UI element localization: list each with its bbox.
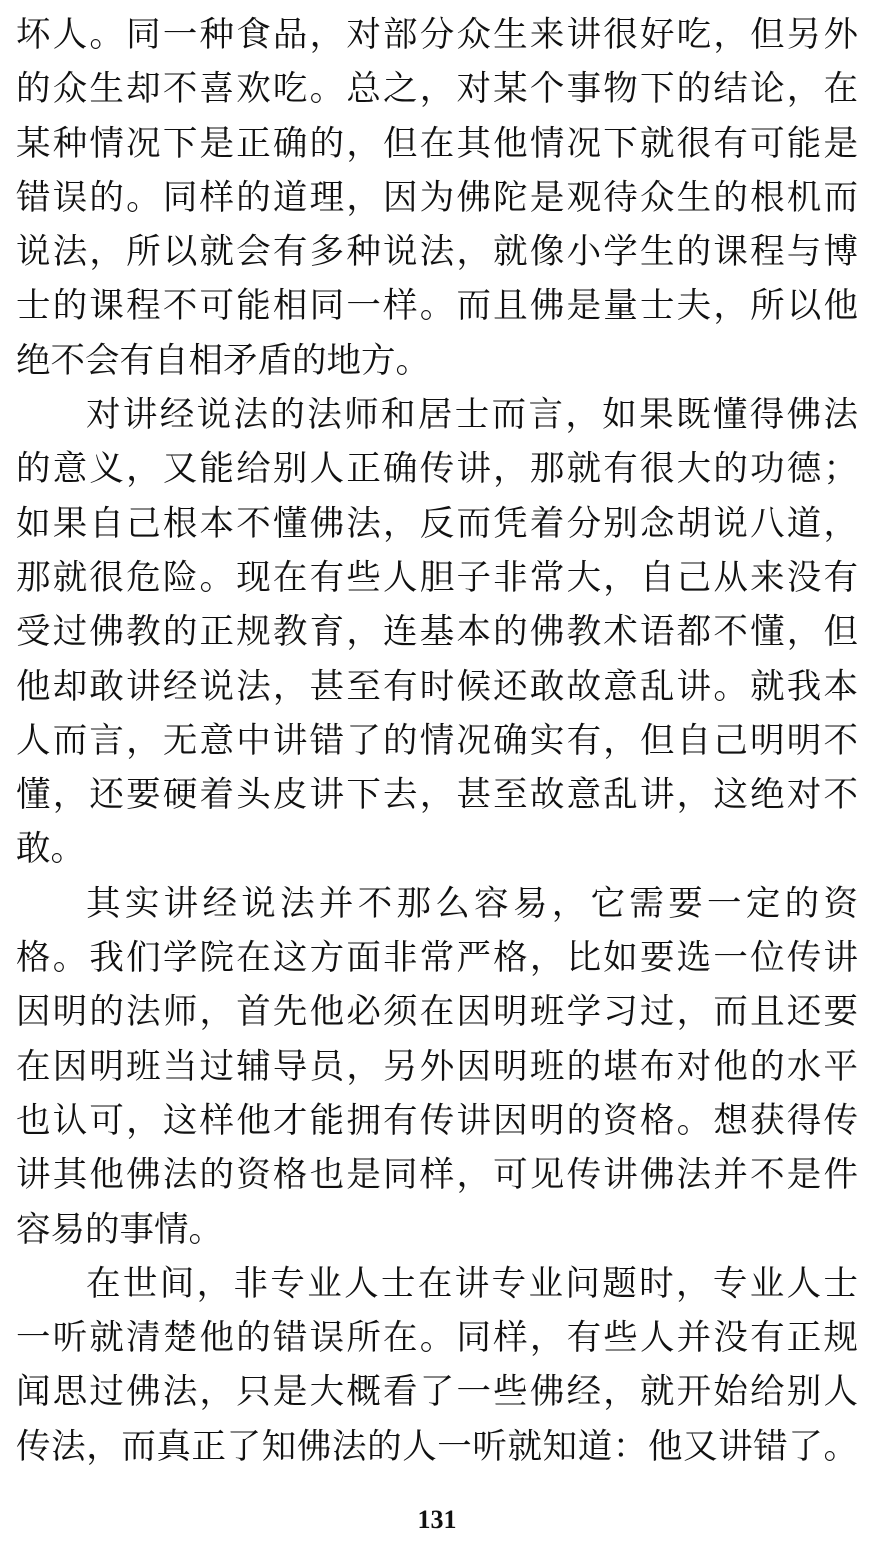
page-number: 131 <box>417 1505 457 1534</box>
text-line: 如果自己根本不懂佛法，反而凭着分别念胡说八道， <box>16 503 858 544</box>
text-line: 懂，还要硬着头皮讲下去，甚至故意乱讲，这绝对不 <box>16 775 858 816</box>
page-body <box>16 8 858 1488</box>
text-line: 坏人。同一种食品，对部分众生来讲很好吃，但另外 <box>16 15 858 55</box>
text-line: 受过佛教的正规教育，连基本的佛教术语都不懂，但 <box>16 612 858 653</box>
text-line: 他却敢讲经说法，甚至有时候还敢故意乱讲。就我本 <box>16 666 858 707</box>
text-line: 在因明班当过辅导员，另外因明班的堪布对他的水平 <box>16 1046 858 1087</box>
text-line: 容易的事情。 <box>16 1209 223 1250</box>
text-line: 说法，所以就会有多种说法，就像小学生的课程与博 <box>16 232 858 273</box>
text-line: 其实讲经说法并不那么容易，它需要一定的资 <box>86 883 858 924</box>
text-line: 士的课程不可能相同一样。而且佛是量士夫，所以他 <box>16 286 858 327</box>
text-line: 传法，而真正了知佛法的人一听就知道：他又讲错了。 <box>16 1426 858 1467</box>
text-line: 对讲经说法的法师和居士而言，如果既懂得佛法 <box>86 395 858 436</box>
text-line: 因明的法师，首先他必须在因明班学习过，而且还要 <box>16 992 858 1033</box>
text-line: 错误的。同样的道理，因为佛陀是观待众生的根机而 <box>16 177 858 218</box>
text-line: 的众生却不喜欢吃。总之，对某个事物下的结论，在 <box>16 69 858 110</box>
text-line: 敢。 <box>16 829 85 870</box>
text-line: 那就很危险。现在有些人胆子非常大，自己从来没有 <box>16 557 858 598</box>
text-line: 讲其他佛法的资格也是同样，可见传讲佛法并不是件 <box>16 1155 858 1196</box>
text-line: 在世间，非专业人士在讲专业问题时，专业人士 <box>86 1263 858 1304</box>
text-line: 闻思过佛法，只是大概看了一些佛经，就开始给别人 <box>16 1372 858 1413</box>
text-line: 的意义，又能给别人正确传讲，那就有很大的功德； <box>16 449 858 490</box>
text-line: 一听就清楚他的错误所在。同样，有些人并没有正规 <box>16 1318 858 1359</box>
text-line: 绝不会有自相矛盾的地方。 <box>16 340 430 381</box>
text-line: 也认可，这样他才能拥有传讲因明的资格。想获得传 <box>16 1100 858 1141</box>
text-line: 人而言，无意中讲错了的情况确实有，但自己明明不 <box>16 720 858 761</box>
text-line: 格。我们学院在这方面非常严格，比如要选一位传讲 <box>16 938 858 979</box>
text-line: 某种情况下是正确的，但在其他情况下就很有可能是 <box>16 123 858 164</box>
